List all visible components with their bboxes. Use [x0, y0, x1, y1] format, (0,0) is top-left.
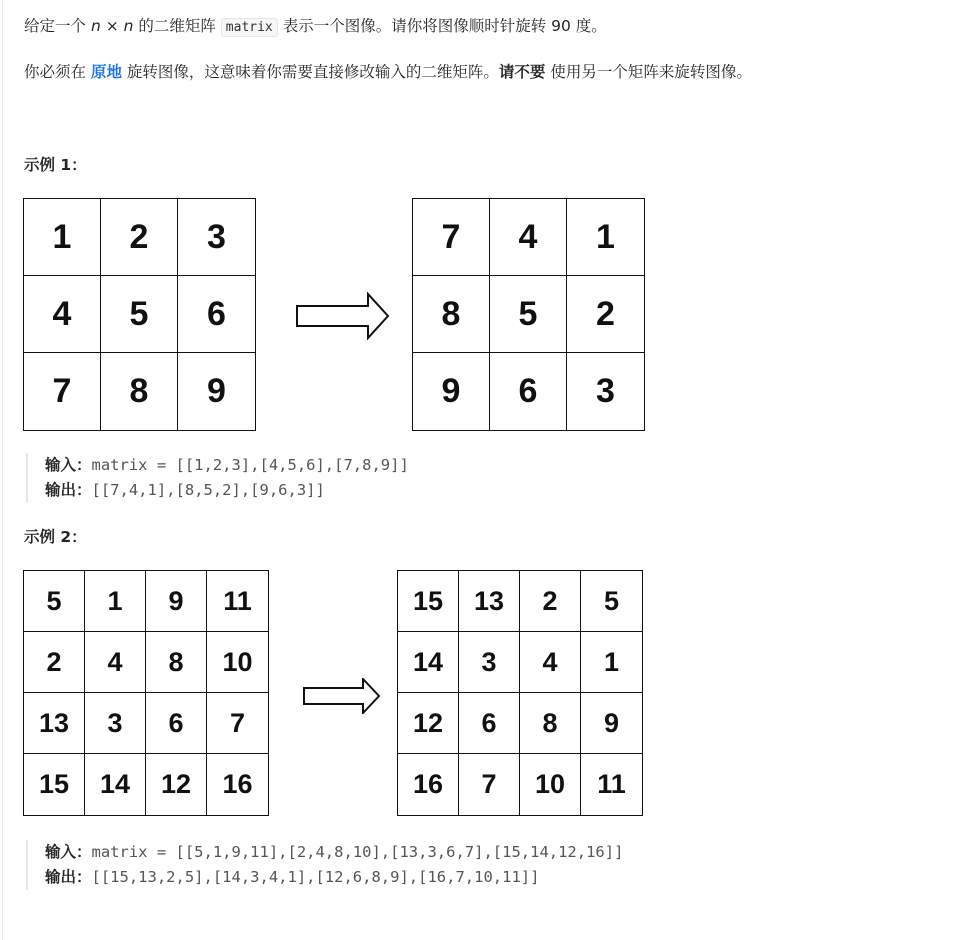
matrix-cell: 1	[567, 199, 644, 276]
matrix-cell: 4	[85, 632, 146, 693]
math-n: n	[90, 17, 101, 35]
text: 的二维矩阵	[133, 17, 221, 35]
matrix-cell: 5	[24, 571, 85, 632]
matrix-cell: 2	[567, 276, 644, 353]
matrix-cell: 13	[459, 571, 520, 632]
matrix-cell: 7	[459, 754, 520, 815]
matrix-cell: 16	[398, 754, 459, 815]
example-2-input-matrix	[23, 570, 269, 816]
matrix-cell: 14	[85, 754, 146, 815]
output-label: 输出：	[45, 481, 92, 499]
matrix-cell: 10	[520, 754, 581, 815]
matrix-cell: 14	[398, 632, 459, 693]
matrix-cell: 3	[459, 632, 520, 693]
matrix-cell: 6	[459, 693, 520, 754]
output-label: 输出：	[45, 868, 92, 886]
matrix-cell: 9	[207, 372, 226, 410]
right-arrow-icon	[296, 292, 390, 340]
example-2-io-block	[26, 840, 623, 890]
text: 旋转图像，这意味着你需要直接修改输入的二维矩阵。	[121, 63, 499, 81]
matrix-cell: 12	[146, 754, 207, 815]
matrix-cell: 8	[413, 276, 490, 353]
matrix-cell: 15	[398, 571, 459, 632]
matrix-cell: 6	[178, 276, 255, 353]
matrix-cell: 10	[207, 632, 268, 693]
input-label: 输入：	[45, 843, 92, 861]
matrix-cell: 3	[178, 199, 255, 276]
matrix-cell: 8	[101, 353, 178, 430]
input-label: 输入：	[45, 456, 92, 474]
input-line	[45, 453, 409, 478]
matrix-cell: 1	[581, 632, 642, 693]
matrix-cell: 7	[24, 353, 101, 430]
text: 表示一个图像。请你将图像顺时针旋转 90 度。	[277, 17, 607, 35]
example-1-output-matrix	[412, 198, 645, 431]
matrix-cell: 4	[520, 632, 581, 693]
matrix-cell: 7	[207, 693, 268, 754]
matrix-cell: 1	[24, 199, 101, 276]
matrix-cell: 7	[413, 199, 490, 276]
matrix-cell: 11	[597, 769, 626, 799]
example-1-input-matrix	[23, 198, 256, 431]
output-value: [[7,4,1],[8,5,2],[9,6,3]]	[91, 481, 325, 499]
matrix-cell: 9	[413, 353, 490, 430]
right-arrow-icon	[303, 678, 381, 714]
output-value: [[15,13,2,5],[14,3,4,1],[12,6,8,9],[16,7,10,11]]	[91, 868, 540, 886]
matrix-cell: 12	[398, 693, 459, 754]
math-n: n	[123, 17, 134, 35]
matrix-cell: 3	[596, 372, 615, 410]
example-1-title: 示例 1：	[24, 156, 87, 174]
left-border	[2, 0, 3, 940]
matrix-cell: 8	[520, 693, 581, 754]
matrix-cell: 15	[24, 754, 85, 815]
matrix-cell: 9	[146, 571, 207, 632]
matrix-cell: 5	[581, 571, 642, 632]
input-value: matrix = [[1,2,3],[4,5,6],[7,8,9]]	[91, 456, 409, 474]
inline-code: matrix	[221, 18, 278, 37]
input-line	[45, 840, 623, 865]
description-line-1	[24, 14, 607, 40]
matrix-cell: 6	[146, 693, 207, 754]
output-line	[45, 865, 623, 890]
output-line	[45, 478, 409, 503]
matrix-cell: 11	[207, 571, 268, 632]
matrix-cell: 5	[490, 276, 567, 353]
matrix-cell: 1	[85, 571, 146, 632]
matrix-cell: 16	[222, 769, 253, 799]
input-value: matrix = [[5,1,9,11],[2,4,8,10],[13,3,6,7],[15,14,12,16]]	[91, 843, 624, 861]
matrix-cell: 8	[146, 632, 207, 693]
matrix-cell: 6	[490, 353, 567, 430]
bold-text: 请不要	[498, 63, 546, 81]
matrix-cell: 13	[24, 693, 85, 754]
example-2-output-matrix	[397, 570, 643, 816]
matrix-cell: 5	[101, 276, 178, 353]
matrix-cell: 2	[520, 571, 581, 632]
example-1-io-block	[26, 453, 409, 503]
description-line-2	[24, 60, 752, 84]
matrix-cell: 9	[581, 693, 642, 754]
matrix-cell: 4	[490, 199, 567, 276]
matrix-cell: 4	[24, 276, 101, 353]
matrix-cell: 2	[24, 632, 85, 693]
matrix-cell: 2	[101, 199, 178, 276]
text: 你必须在	[24, 63, 91, 81]
example-2-title: 示例 2：	[24, 528, 87, 546]
text: 使用另一个矩阵来旋转图像。	[545, 63, 752, 81]
text: 给定一个	[24, 17, 91, 35]
in-place-link[interactable]: 原地	[90, 63, 122, 81]
math-times: ×	[100, 17, 124, 35]
matrix-cell: 3	[85, 693, 146, 754]
